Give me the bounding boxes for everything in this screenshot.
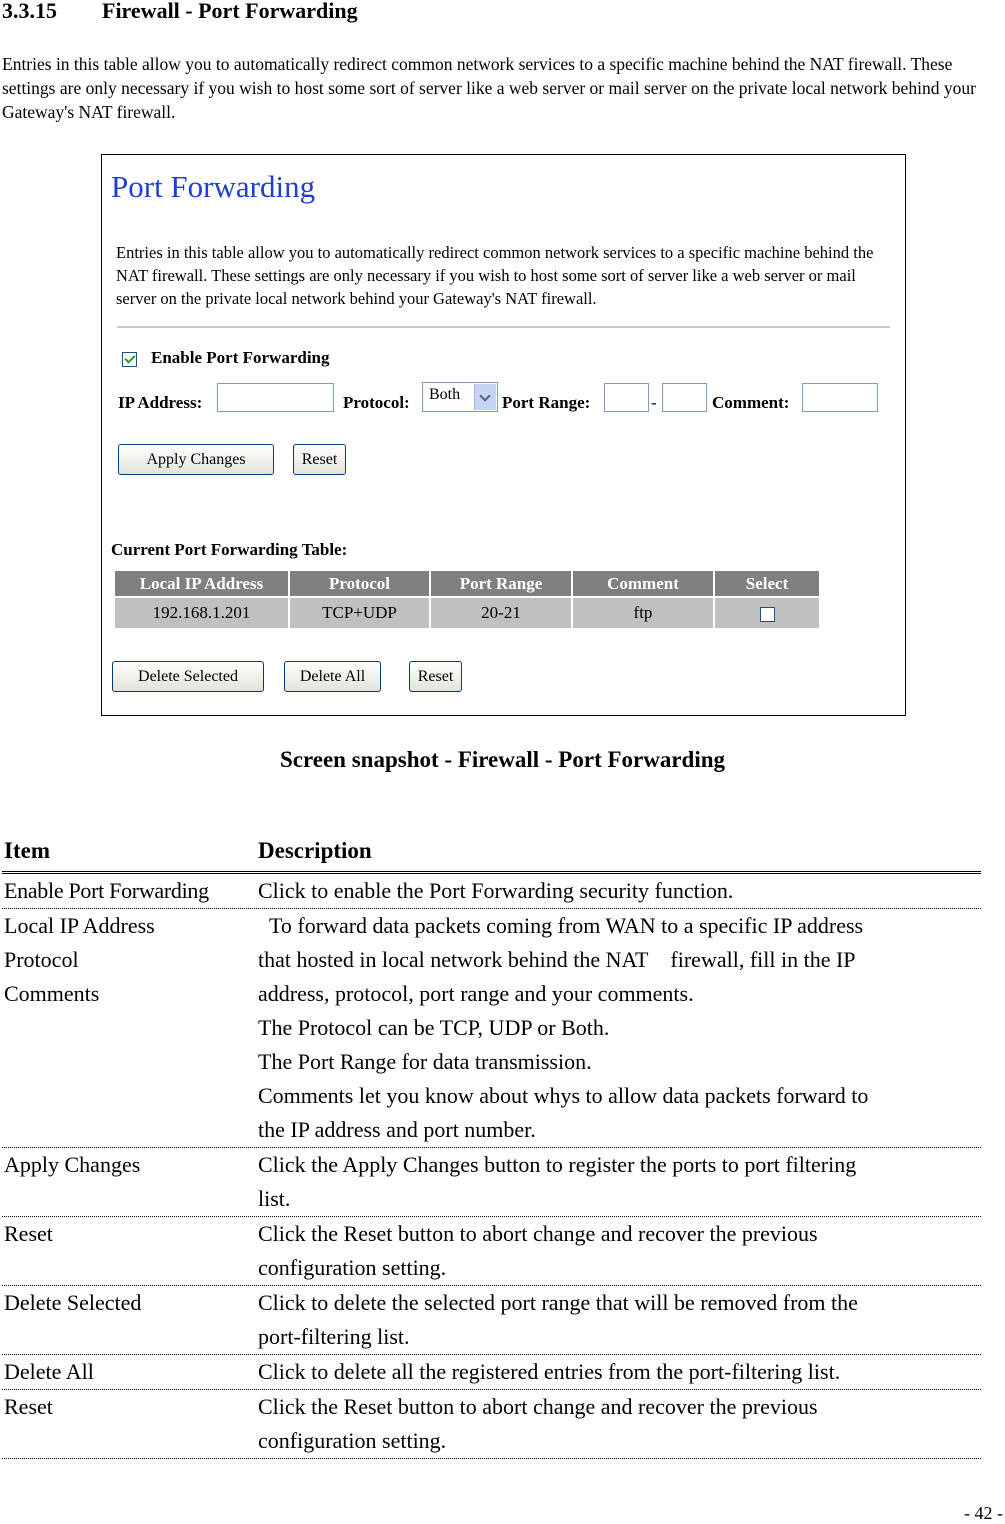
table-row [2,909,981,1148]
comment-input[interactable] [802,383,878,412]
item-cell: Comments [4,981,100,1006]
enable-port-forwarding-label: Enable Port Forwarding [151,348,330,367]
delete-selected-button[interactable]: Delete Selected [112,661,264,692]
description-line: Click to delete all the registered entries from the port-filtering list. [258,1359,841,1384]
port-forwarding-description: Entries in this table allow you to automatically redirect common network services to a specific machine behind the NAT firewall. These settings are only necessary if you wish to host some sort of server like a web server or mail server on the private local network behind your Gateway's NAT firewall. [116,243,874,308]
description-line: configuration setting. [258,1428,447,1453]
section-heading [2,0,358,24]
table-row [2,1355,981,1390]
reset-button[interactable]: Reset [293,444,346,475]
description-line: Click to delete the selected port range that will be removed from the [258,1290,858,1315]
ip-address-label: IP Address: [118,393,203,412]
description-line: address, protocol, port range and your comments. [258,981,694,1006]
description-line: Click the Reset button to abort change and recover the previous [258,1221,818,1246]
table-row [2,874,981,909]
table-row [2,1217,981,1286]
enable-port-forwarding-checkbox[interactable] [122,352,137,367]
protocol-selected-value: Both [429,386,461,403]
description-line: Click the Reset button to abort change and recover the previous [258,1394,818,1419]
description-line: list. [258,1186,291,1211]
port-range-dash: - [651,393,657,412]
section-title: Firewall - Port Forwarding [102,0,358,23]
reset-table-button[interactable]: Reset [409,661,462,692]
description-line: Click to enable the Port Forwarding security function. [258,878,734,903]
description-line: Click the Apply Changes button to register the ports to port filtering [258,1152,857,1177]
table-row [2,1148,981,1217]
cell-protocol: TCP+UDP [290,598,429,628]
port-range-end-input[interactable] [662,383,707,412]
description-line: port-filtering list. [258,1324,410,1349]
current-table-caption: Current Port Forwarding Table: [111,540,348,559]
comment-label: Comment: [712,393,790,412]
description-line: that hosted in local network behind the NAT firewall, fill in the IP [258,947,856,972]
figure-caption: Screen snapshot - Firewall - Port Forwarding [279,747,726,772]
port-range-label: Port Range: [502,393,591,412]
header-comment: Comment [573,571,713,596]
intro-paragraph: Entries in this table allow you to automatically redirect common network services to a specific machine behind the NAT firewall. These settings are only necessary if you wish to host some sort of server like a web server or mail server on the private local network behind your Gateway's NAT firewall. [2,54,976,122]
apply-changes-button[interactable]: Apply Changes [118,444,274,475]
header-port-range: Port Range [431,571,571,596]
ip-address-input[interactable] [217,383,334,412]
table-row [2,1286,981,1355]
table-row [115,598,819,628]
row-select-checkbox[interactable] [760,607,775,622]
item-cell: Enable Port Forwarding [4,878,209,903]
cell-ip: 192.168.1.201 [115,598,288,628]
delete-all-button[interactable]: Delete All [284,661,381,692]
description-table-header [2,838,981,874]
item-cell: Delete All [4,1359,94,1384]
item-cell: Reset [4,1394,53,1419]
protocol-select[interactable] [422,382,498,412]
cell-select [715,598,819,628]
header-select: Select [715,571,819,596]
port-range-start-input[interactable] [604,383,649,412]
item-cell: Protocol [4,947,79,972]
item-cell: Apply Changes [4,1152,141,1177]
item-cell: Reset [4,1221,53,1246]
section-number: 3.3.15 [2,0,57,23]
header-local-ip: Local IP Address [115,571,288,596]
item-cell: Delete Selected [4,1290,142,1315]
enable-row [122,348,330,368]
description-line: The Port Range for data transmission. [258,1049,592,1074]
port-forwarding-table [113,569,821,630]
chevron-down-icon[interactable] [474,384,496,410]
table-row [2,1390,981,1459]
page-number: - 42 - [964,1503,1003,1523]
port-forwarding-title: Port Forwarding [111,169,316,204]
description-line: the IP address and port number. [258,1117,536,1142]
header-protocol: Protocol [290,571,429,596]
description-column-header: Description [258,838,372,863]
protocol-label: Protocol: [343,393,410,412]
item-cell: Local IP Address [4,913,155,938]
divider [117,326,890,328]
description-line: To forward data packets coming from WAN to a specific IP address [258,913,864,938]
description-line: Comments let you know about whys to allow data packets forward to [258,1083,869,1108]
description-line: The Protocol can be TCP, UDP or Both. [258,1015,610,1040]
description-line: configuration setting. [258,1255,447,1280]
cell-comment: ftp [573,598,713,628]
description-table [2,838,981,1459]
cell-port-range: 20-21 [431,598,571,628]
screenshot-frame [101,154,906,716]
item-column-header: Item [4,838,50,863]
table-header-row [115,571,819,596]
